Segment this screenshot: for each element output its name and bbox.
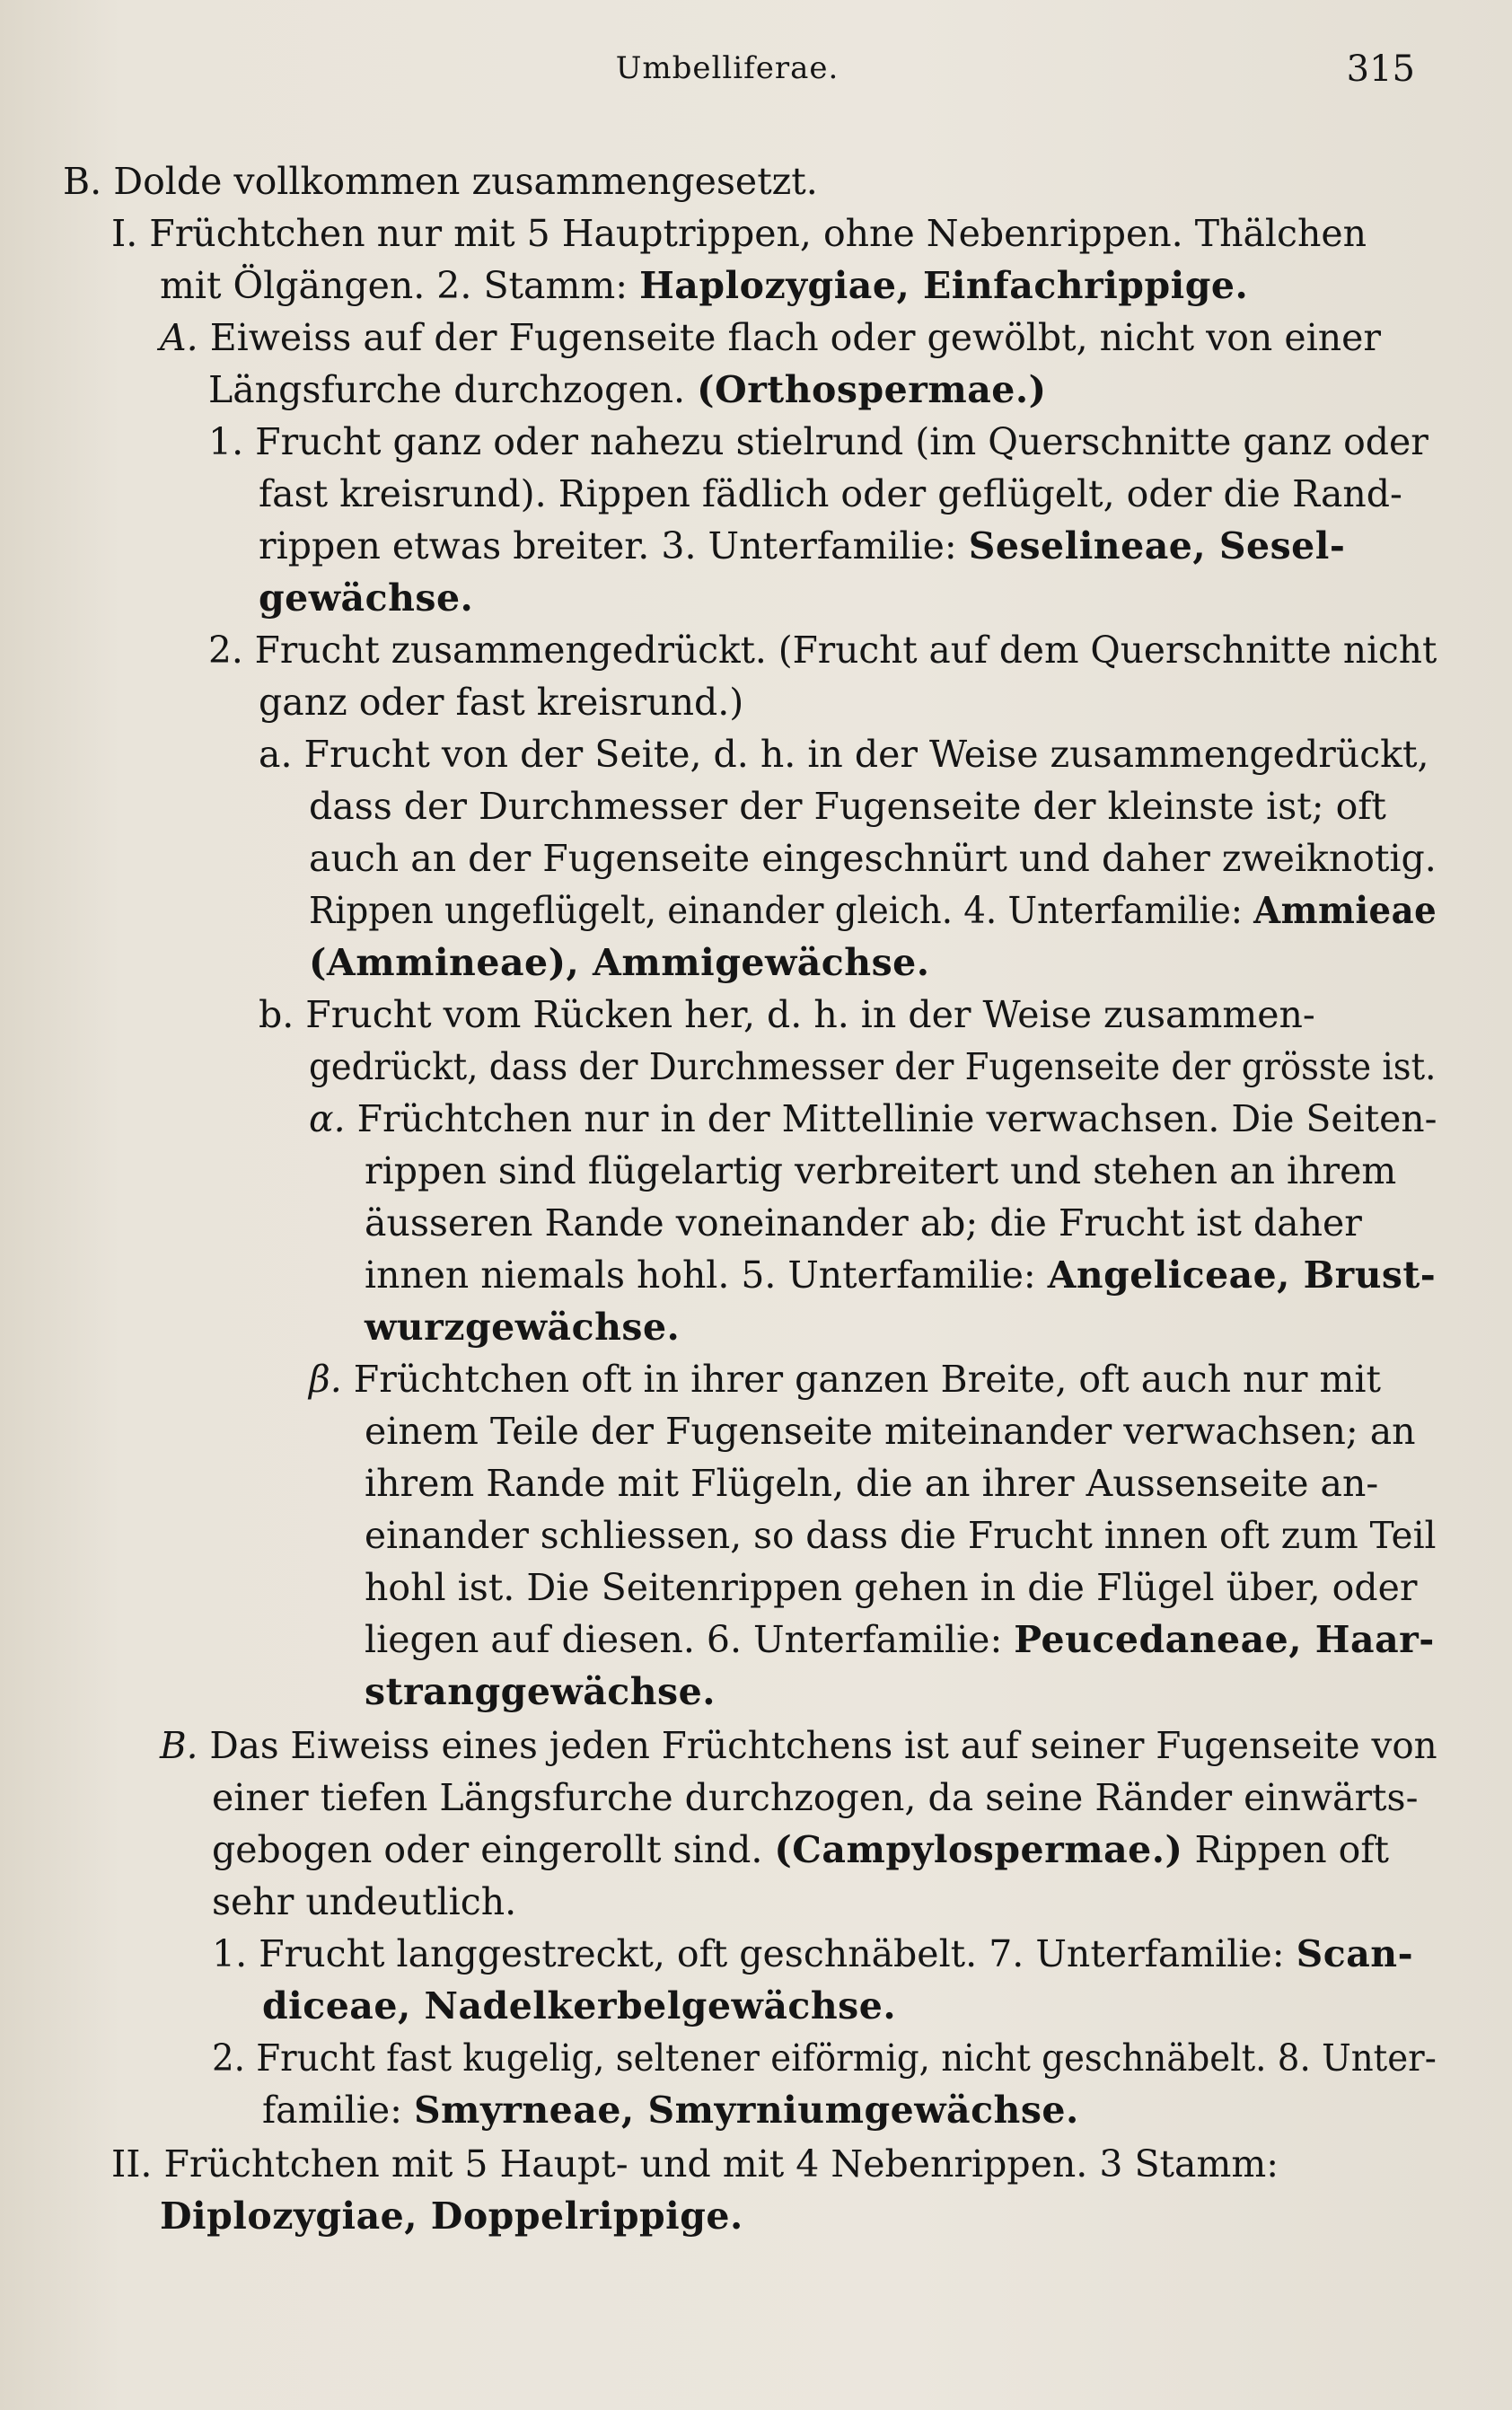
page-number: 315 [1346,48,1415,90]
bold-taxon-name: gewächse. [259,576,474,620]
bold-taxon-name: Smyrneae, Smyrniumgewächse. [413,2089,1079,2132]
text-line [160,264,1248,307]
text-segment: 2. Frucht zusammengedrückt. (Frucht auf dem Querschnitte nicht [208,629,1437,672]
bold-taxon-name: diceae, Nadelkerbelgewächse. [262,1984,897,2027]
italic-label: B. [160,1724,198,1767]
text-segment: innen niemals hohl. 5. Unterfamilie: [365,1253,1048,1297]
bold-taxon-name: wurzgewächse. [365,1306,681,1349]
text-line [111,2142,1279,2186]
text-line [365,1566,1417,1609]
text-line [309,941,930,984]
text-line [365,1462,1378,1505]
text-line [160,1724,1437,1767]
text-line [262,1984,896,2027]
text-line [259,733,1429,776]
text-segment: liegen auf diesen. 6. Unterfamilie: [365,1618,1015,1661]
text-line [262,2089,1079,2132]
text-segment: einer tiefen Längsfurche durchzogen, da seine Ränder einwärts- [212,1776,1419,1819]
text-segment: Das Eiweiss eines jeden Früchtchens ist auf seiner Fugenseite von [198,1724,1437,1767]
text-segment: ganz oder fast kreisrund.) [259,681,744,724]
text-segment: II. Früchtchen mit 5 Haupt- und mit 4 Nebenrippen. 3 Stamm: [111,2142,1279,2186]
bold-taxon-name: Diplozygiae, Doppelrippige. [160,2195,743,2238]
text-line [259,472,1402,515]
text-line [365,1618,1435,1661]
text-line [259,993,1315,1036]
text-segment: a. Frucht von der Seite, d. h. in der Weise zusammengedrückt, [259,733,1429,776]
text-segment: Eiweiss auf der Fugenseite flach oder gewölbt, nicht von einer [198,316,1382,359]
text-line [259,681,743,724]
text-segment: Rippen oft [1182,1828,1389,1871]
text-line [212,1880,516,1923]
text-segment: gebogen oder eingerollt sind. [212,1828,775,1871]
text-segment: ihrem Rande mit Flügeln, die an ihrer Aussenseite an- [365,1462,1379,1505]
text-line [365,1253,1436,1297]
text-line [365,1514,1437,1557]
bold-taxon-name: (Campylospermae.) [774,1828,1183,1871]
running-title: Umbelliferae. [615,50,840,86]
text-line [160,316,1381,359]
bold-taxon-name: Peucedaneae, Haar- [1014,1618,1435,1661]
italic-label: β. [309,1358,342,1401]
text-segment: einem Teile der Fugenseite miteinander verwachsen; an [365,1410,1416,1453]
text-line [309,785,1386,828]
text-segment: dass der Durchmesser der Fugenseite der kleinste ist; oft [309,785,1386,828]
text-segment: Längsfurche durchzogen. [208,368,698,411]
text-line [208,420,1428,463]
text-line [208,629,1437,672]
bold-taxon-name: Angeliceae, Brust- [1047,1253,1437,1297]
text-line [259,576,473,620]
text-line [212,1828,1389,1871]
text-line [309,1358,1381,1401]
text-line [365,1410,1416,1453]
text-line [365,1670,716,1713]
italic-label: α. [309,1097,346,1140]
text-segment: I. Früchtchen nur mit 5 Hauptrippen, ohne Nebenrippen. Thälchen [111,212,1367,255]
text-line [365,1149,1396,1192]
bold-taxon-name: Seselineae, Sesel- [968,524,1346,567]
bold-taxon-name: Haplozygiae, Einfachrippige. [639,264,1249,307]
text-line [63,160,818,203]
italic-label: A. [160,316,198,359]
text-segment: 2. Frucht fast kugelig, seltener eiförmig, nicht geschnäbelt. 8. Unter- [212,2036,1437,2080]
text-segment: B. Dolde vollkommen zusammengesetzt. [63,160,818,203]
text-line [309,1045,1436,1088]
text-segment: mit Ölgängen. 2. Stamm: [160,264,640,307]
text-segment: hohl ist. Die Seitenrippen gehen in die Flügel über, oder [365,1566,1418,1609]
text-segment: Früchtchen oft in ihrer ganzen Breite, oft auch nur mit [341,1358,1381,1401]
bold-taxon-name: stranggewächse. [365,1670,716,1713]
bold-taxon-name: Ammieae [1253,889,1437,932]
text-line [309,889,1437,932]
text-segment: sehr undeutlich. [212,1880,517,1923]
text-line [212,1932,1413,1975]
text-line [259,524,1345,567]
text-line [208,368,1047,411]
text-segment: Rippen ungeflügelt, einander gleich. 4. Unterfamilie: [309,889,1254,932]
text-segment: rippen sind flügelartig verbreitert und stehen an ihrem [365,1149,1397,1192]
text-line [212,2036,1437,2080]
text-segment: 1. Frucht ganz oder nahezu stielrund (im Querschnitte ganz oder [208,420,1428,463]
text-segment: b. Frucht vom Rücken her, d. h. in der Weise zusammen- [259,993,1315,1036]
text-segment: 1. Frucht langgestreckt, oft geschnäbelt. 7. Unterfamilie: [212,1932,1297,1975]
bold-taxon-name: (Orthospermae.) [697,368,1047,411]
text-line [365,1201,1362,1245]
text-line [365,1306,680,1349]
text-segment: äusseren Rande voneinander ab; die Frucht ist daher [365,1201,1362,1245]
text-line [111,212,1367,255]
bold-taxon-name: Scan- [1296,1932,1414,1975]
text-segment: auch an der Fugenseite eingeschnürt und daher zweiknotig. [309,837,1437,880]
bold-taxon-name: (Ammineae), Ammigewächse. [309,941,930,984]
text-line [160,2195,743,2238]
text-segment: fast kreisrund). Rippen fädlich oder geflügelt, oder die Rand- [259,472,1402,515]
text-line [309,837,1437,880]
text-line [212,1776,1418,1819]
text-segment: familie: [262,2089,414,2132]
text-segment: rippen etwas breiter. 3. Unterfamilie: [259,524,969,567]
text-line [309,1097,1437,1140]
text-segment: gedrückt, dass der Durchmesser der Fugenseite der grösste ist. [309,1045,1437,1088]
text-segment: Früchtchen nur in der Mittellinie verwachsen. Die Seiten- [345,1097,1437,1140]
text-segment: einander schliessen, so dass die Frucht innen oft zum Teil [365,1514,1437,1557]
